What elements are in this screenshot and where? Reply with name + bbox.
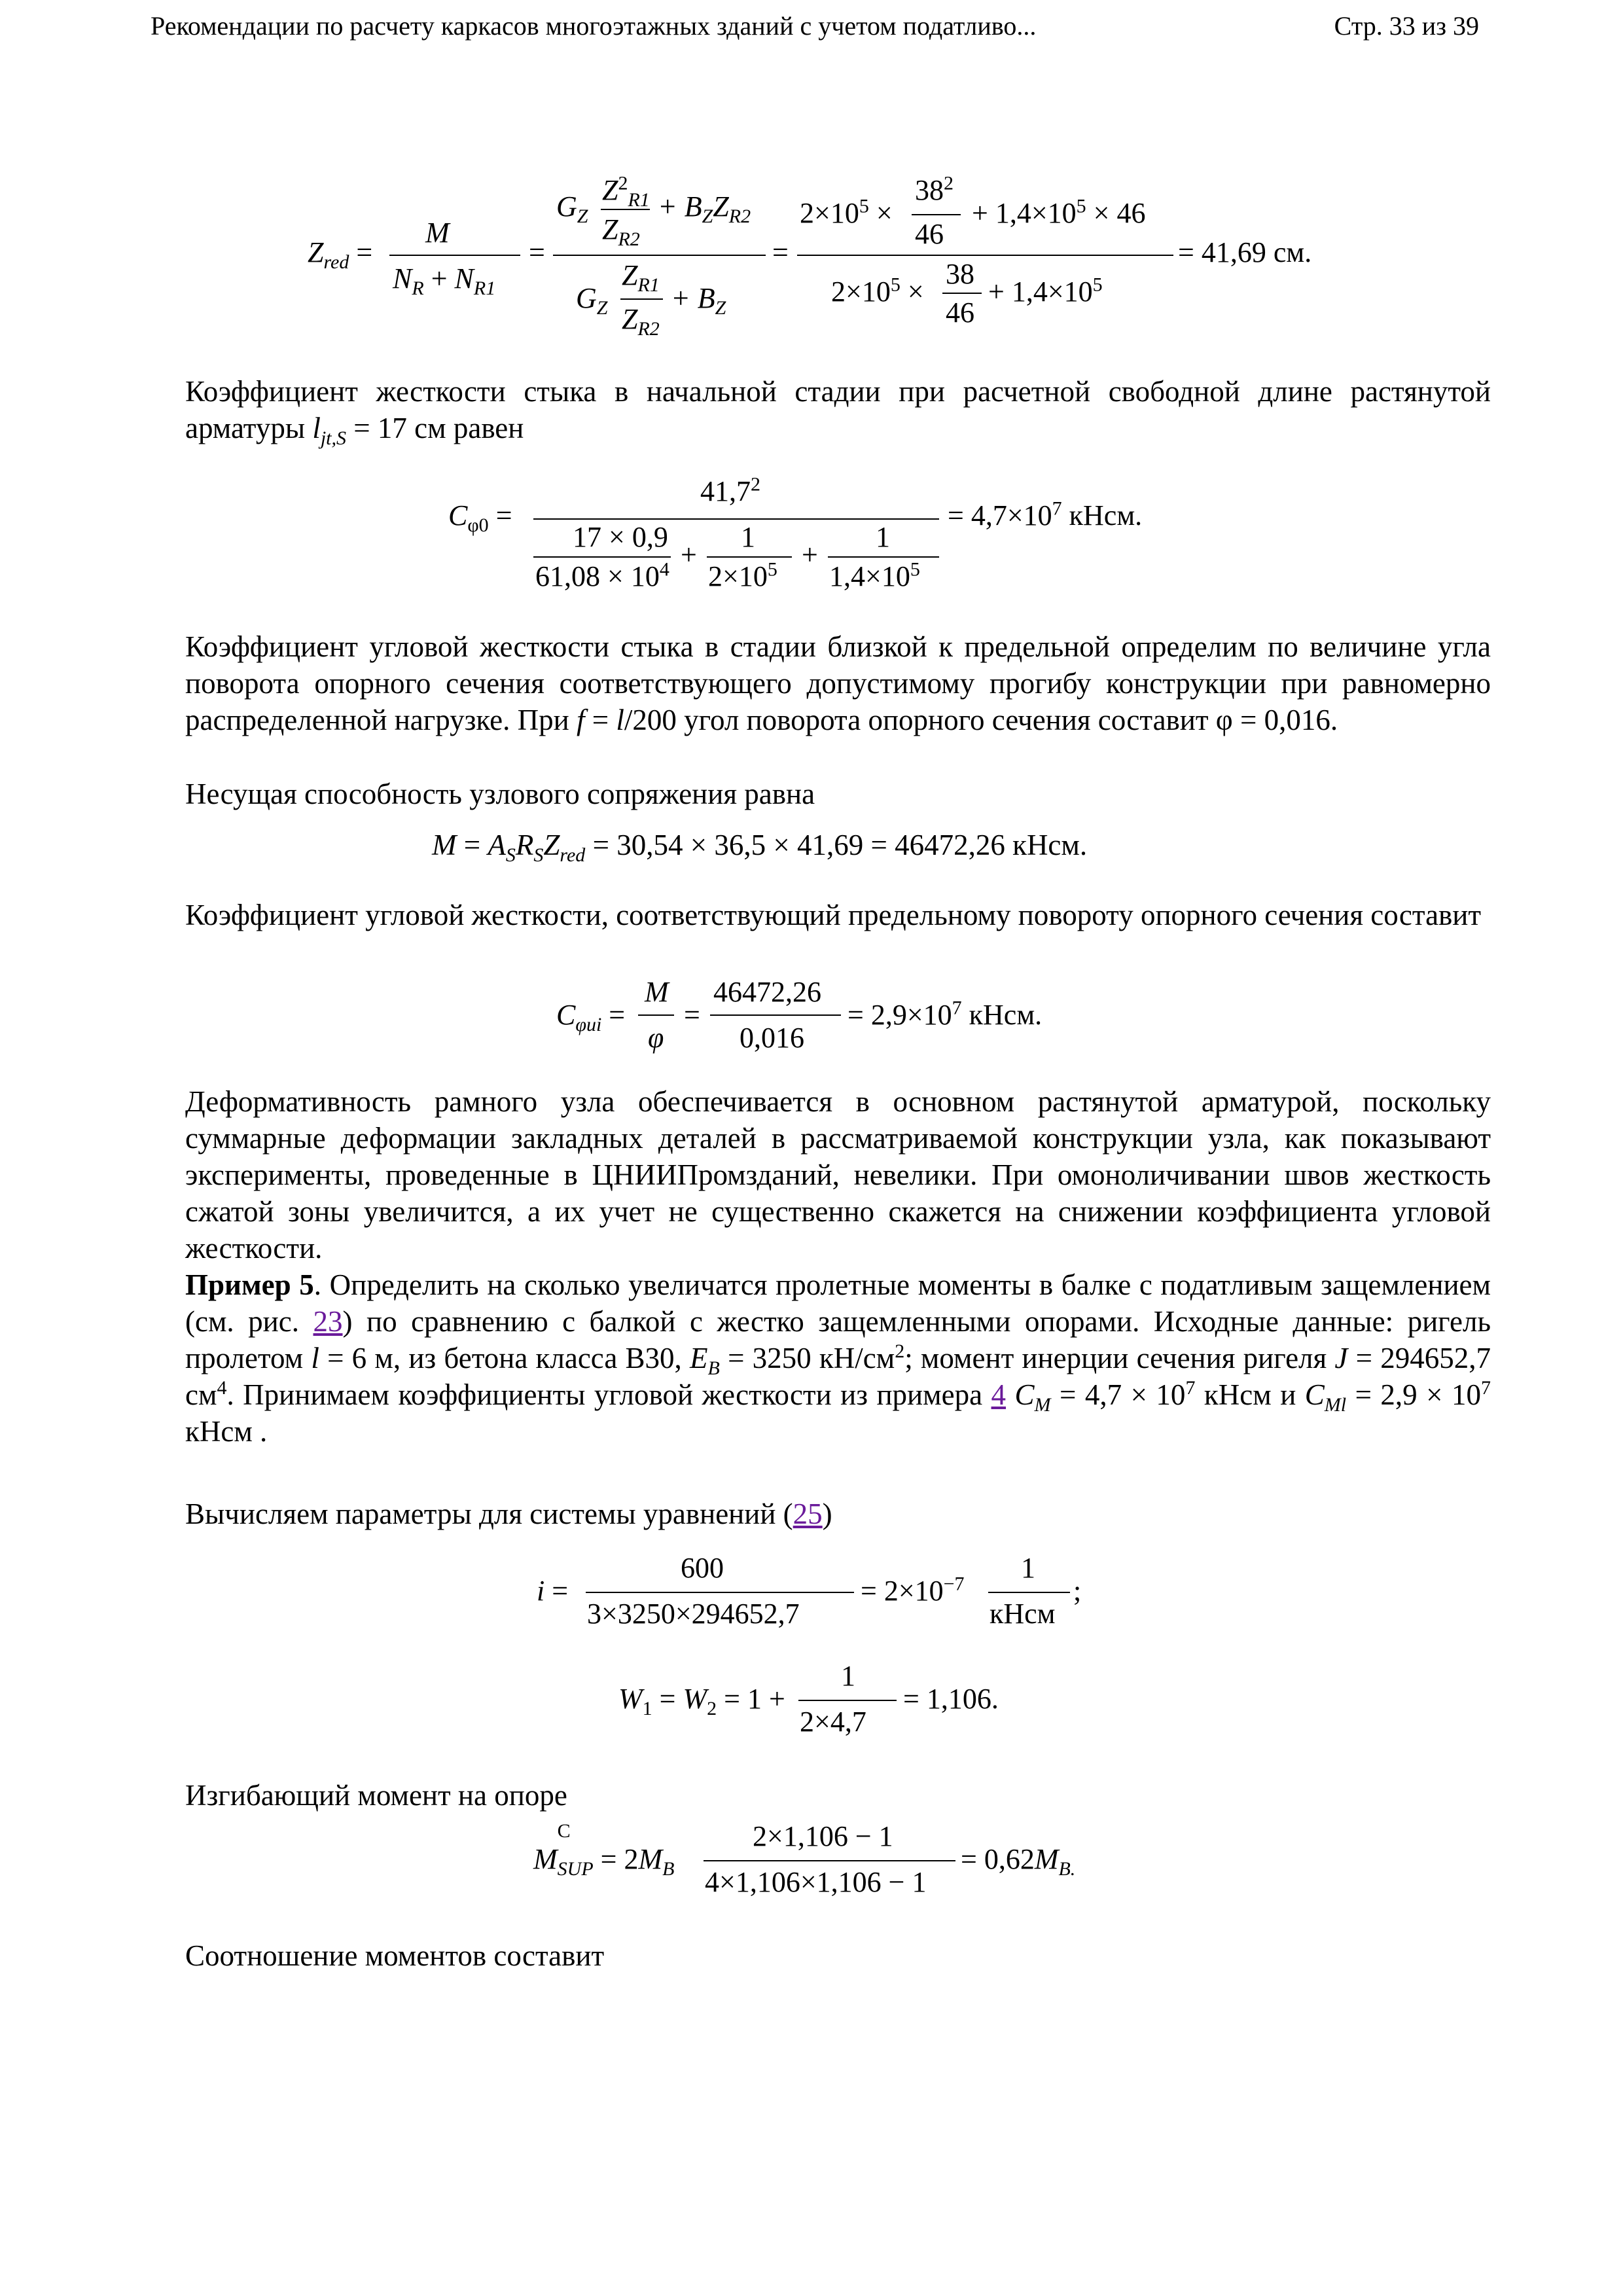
document-title: Рекомендации по расчету каркасов многоэтажных зданий с учетом податливо... (151, 11, 1037, 41)
equation-25-link[interactable]: 25 (793, 1498, 823, 1530)
paragraph-deformability: Деформативность рамного узла обеспечивается в основном растянутой арматурой, поскольку суммарные деформации закладных деталей в рассматриваемой конструкции узла, как показывают эксперименты, проведенные в ЦНИИПромзданий, невелики. При омоноличивании швов жесткость сжатой зоны увеличится, а их учет не существенно скажется на снижении коэффициента угловой жесткости. (185, 1085, 1491, 1265)
page-indicator: Стр. 33 из 39 (1334, 11, 1479, 41)
paragraph-example-5: Пример 5. Определить на сколько увеличатся пролетные моменты в балке с податливым защемлением (см. рис. 23) по сравнению с балкой с жестко защемленными опорами. Исходные данные: ригель пролетом l = 6 м, из бетона класса В30, $E_B = 3250$ $кН/см^2$; момент инерции сечения ригеля J = 294652,7 $см^4$. Принимаем коэффициенты угловой жесткости из примера 4 $C_M = 4,7 \times 10^7$ кНсм и $C_{Ml} = 2,9 \times 10^7$ кНсм . (185, 1268, 1491, 1448)
figure-23-link[interactable]: 23 (313, 1305, 343, 1338)
paragraph-system-params: Вычисляем параметры для системы уравнений (25) (185, 1498, 832, 1530)
paragraph-joint-stiffness-initial: Коэффициент жесткости стыка в начальной стадии при расчетной свободной длине растянутой арматуры $l_{jt,S} = 17$ см равен (185, 375, 1491, 449)
page-header (151, 7, 1479, 46)
paragraph-angular-stiffness: Коэффициент угловой жесткости стыка в стадии близкой к предельной определим по величине угла поворота опорного сечения соответствующего допустимому прогибу конструкции при равномерно распределенной нагрузке. При f = l/200 угол поворота опорного сечения составит φ = 0,016. (185, 630, 1491, 736)
example-4-link[interactable]: 4 (991, 1378, 1007, 1411)
paragraph-bearing-capacity: Несущая способность узлового сопряжения равна (185, 778, 815, 810)
formula-moment: $M = A_SR_SZ_{red} = 30,54 \times 36,5 \times 41,69 = 46472,26$ кНсм. (432, 829, 1088, 866)
paragraph-moment-ratio: Соотношение моментов составит (185, 1939, 605, 1972)
paragraph-support-moment: Изгибающий момент на опоре (185, 1779, 567, 1812)
example-5-heading: Пример 5 (185, 1268, 314, 1301)
paragraph-ultimate-rotation: Коэффициент угловой жесткости, соответствующий предельному повороту опорного сечения составит (185, 899, 1482, 931)
